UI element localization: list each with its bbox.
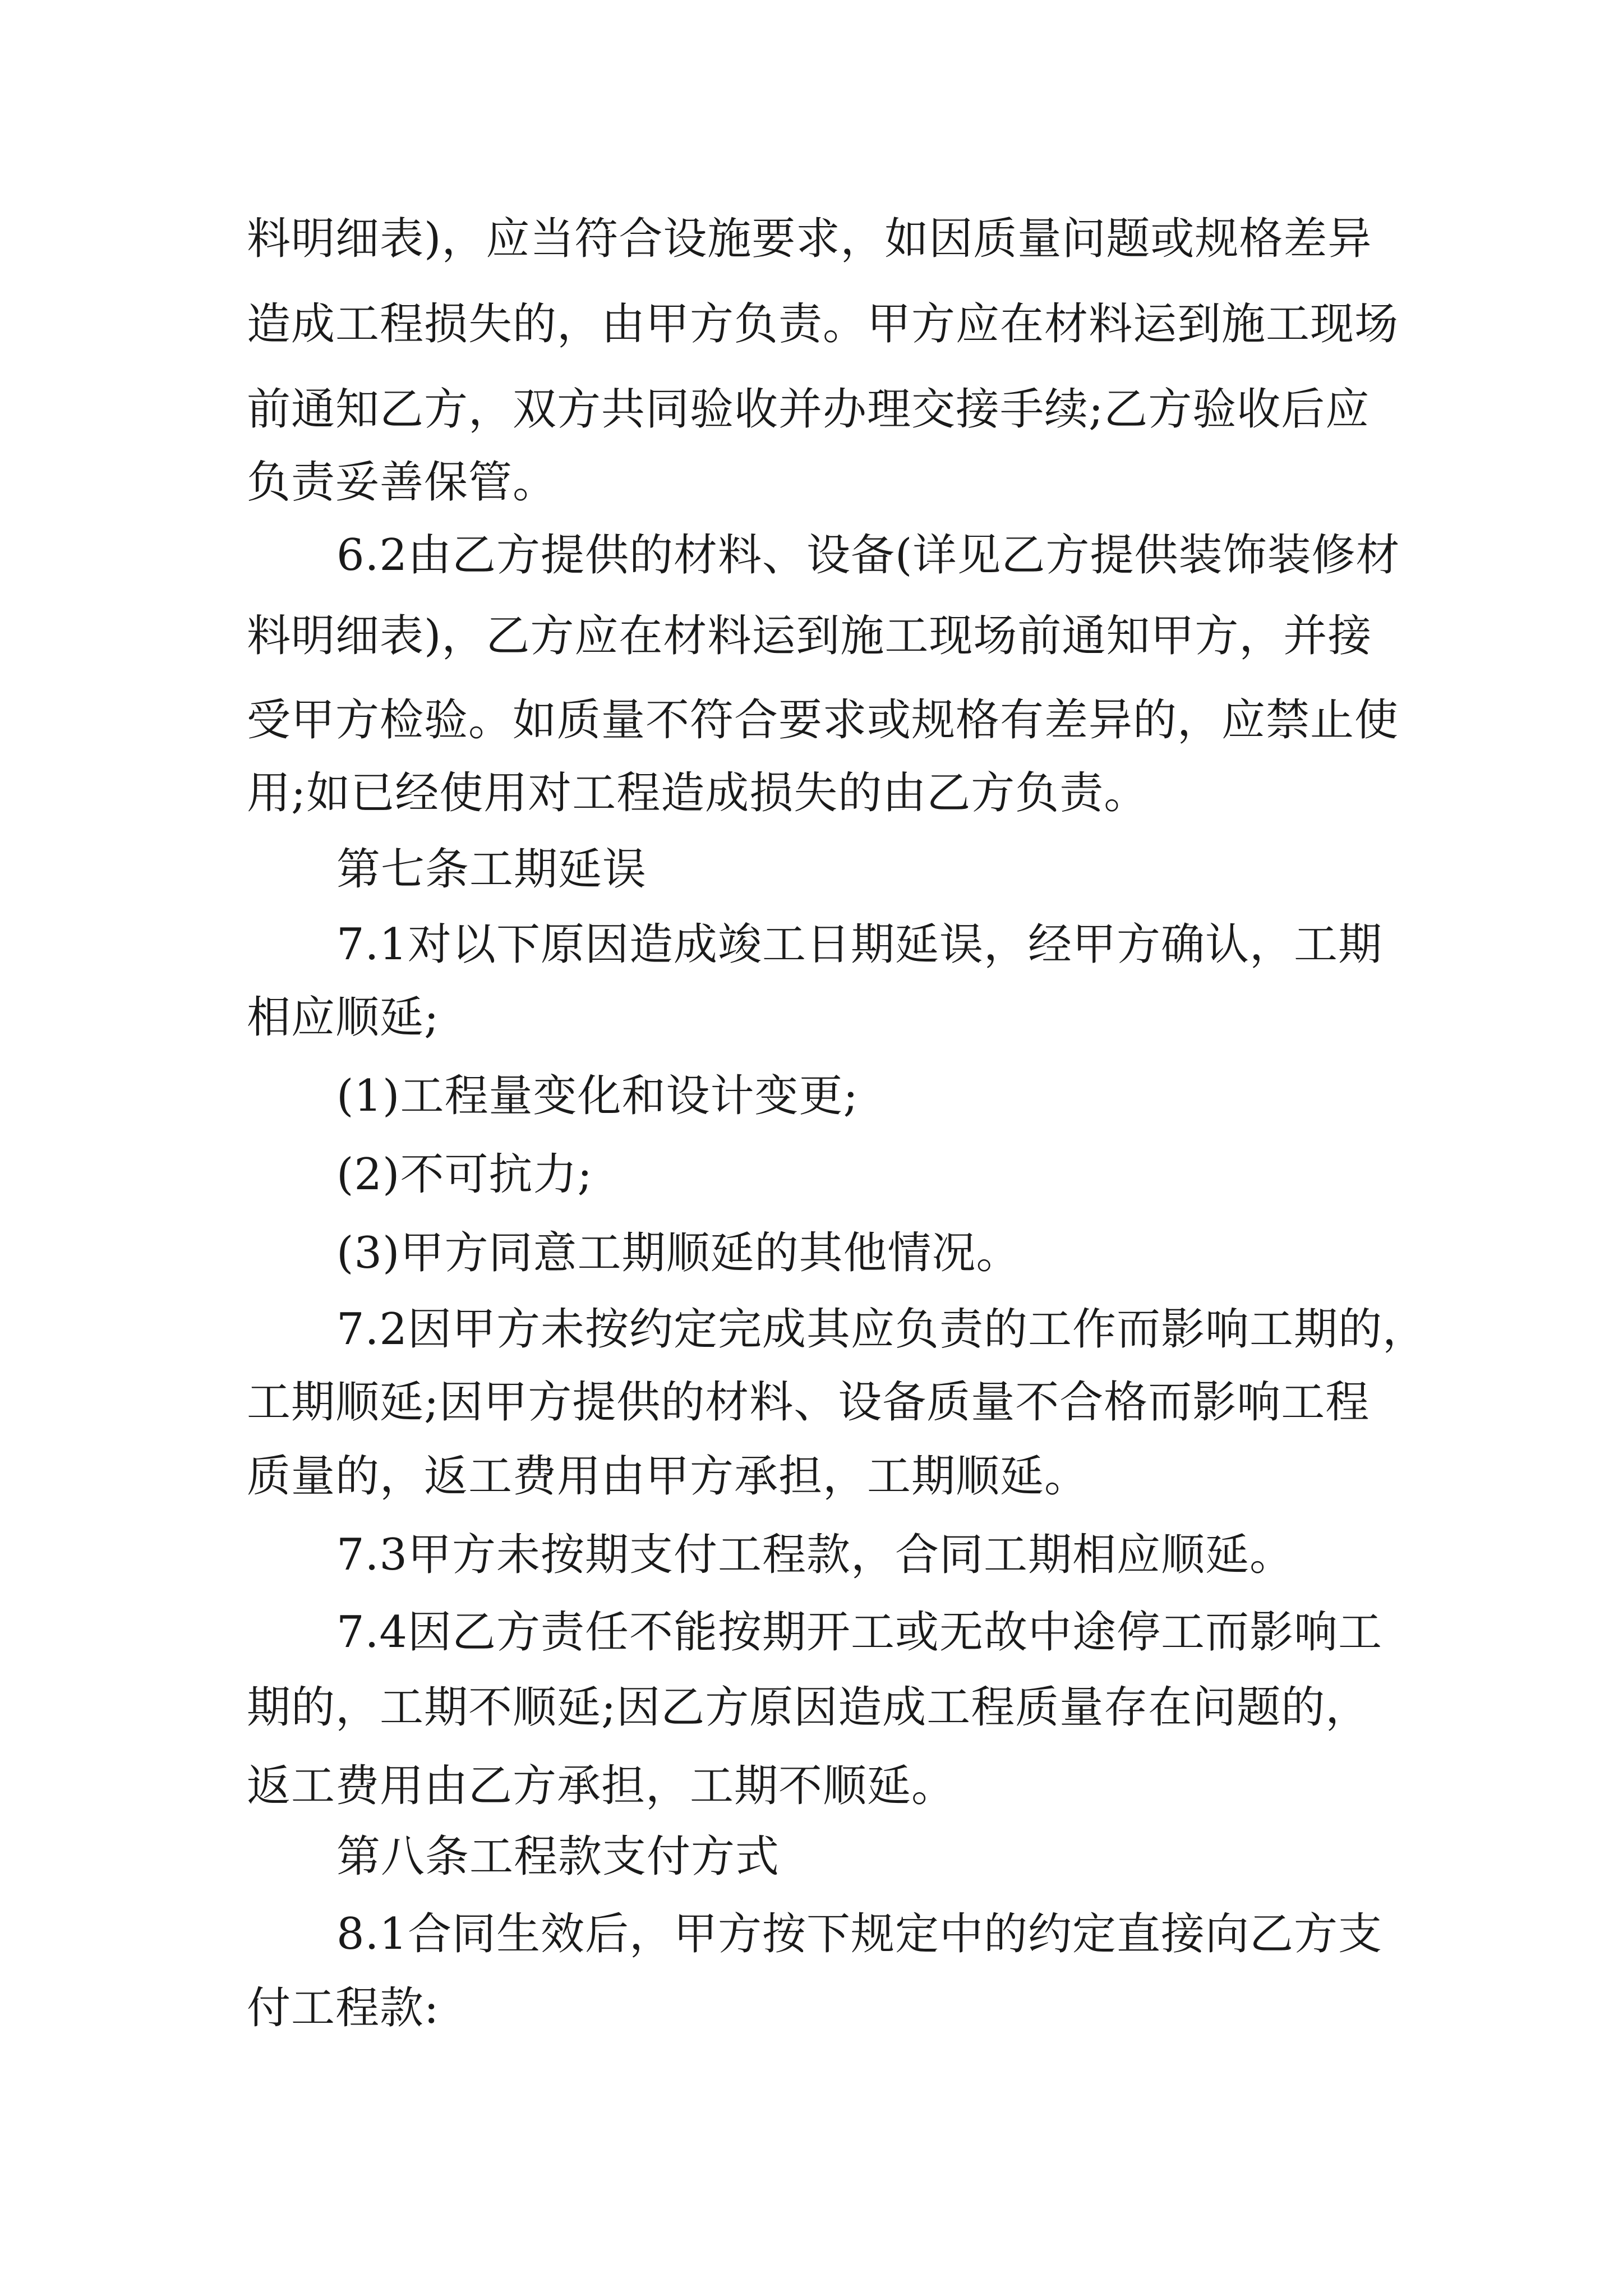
list-item: (1)工程量变化和设计变更; <box>336 1071 859 1121</box>
text-line: 用;如已经使用对工程造成损失的由乙方负责。 <box>247 768 1149 818</box>
text-line: 质量的，返工费用由甲方承担，工期顺延。 <box>247 1451 1089 1502</box>
text-line: 负责妥善保管。 <box>247 457 557 508</box>
text-line: 受甲方检验。如质量不符合要求或规格有差异的，应禁止使 <box>247 695 1399 746</box>
text-line: 8.1合同生效后，甲方按下规定中的约定直接向乙方支 <box>336 1909 1383 1959</box>
text-line: 7.1对以下原因造成竣工日期延误，经甲方确认，工期 <box>336 919 1383 970</box>
text-line: 7.4因乙方责任不能按期开工或无故中途停工而影响工 <box>336 1607 1383 1658</box>
text-line: 期的，工期不顺延;因乙方原因造成工程质量存在问题的， <box>247 1682 1370 1733</box>
text-line: 料明细表)，乙方应在材料运到施工现场前通知甲方，并接 <box>247 611 1372 661</box>
text-line: 付工程款: <box>247 1983 440 2033</box>
text-line: 7.3甲方未按期支付工程款，合同工期相应顺延。 <box>336 1530 1294 1580</box>
list-item: (3)甲方同意工期顺延的其他情况。 <box>336 1228 1021 1278</box>
text-line: 相应顺延; <box>247 992 440 1043</box>
text-line: 6.2由乙方提供的材料、设备(详见乙方提供装饰装修材 <box>336 530 1400 581</box>
section-heading: 第七条工期延误 <box>336 844 647 895</box>
text-line: 造成工程损失的，由甲方负责。甲方应在材料运到施工现场 <box>247 299 1399 349</box>
text-line: 料明细表)，应当符合设施要求，如因质量问题或规格差异 <box>247 214 1372 264</box>
text-line: 返工费用由乙方承担，工期不顺延。 <box>247 1761 956 1811</box>
text-line: 前通知乙方，双方共同验收并办理交接手续;乙方验收后应 <box>247 384 1370 435</box>
section-heading: 第八条工程款支付方式 <box>336 1832 780 1882</box>
list-item: (2)不可抗力; <box>336 1149 593 1200</box>
text-line: 7.2因甲方未按约定完成其应负责的工作而影响工期的， <box>336 1304 1427 1355</box>
text-line: 工期顺延;因甲方提供的材料、设备质量不合格而影响工程 <box>247 1377 1370 1428</box>
